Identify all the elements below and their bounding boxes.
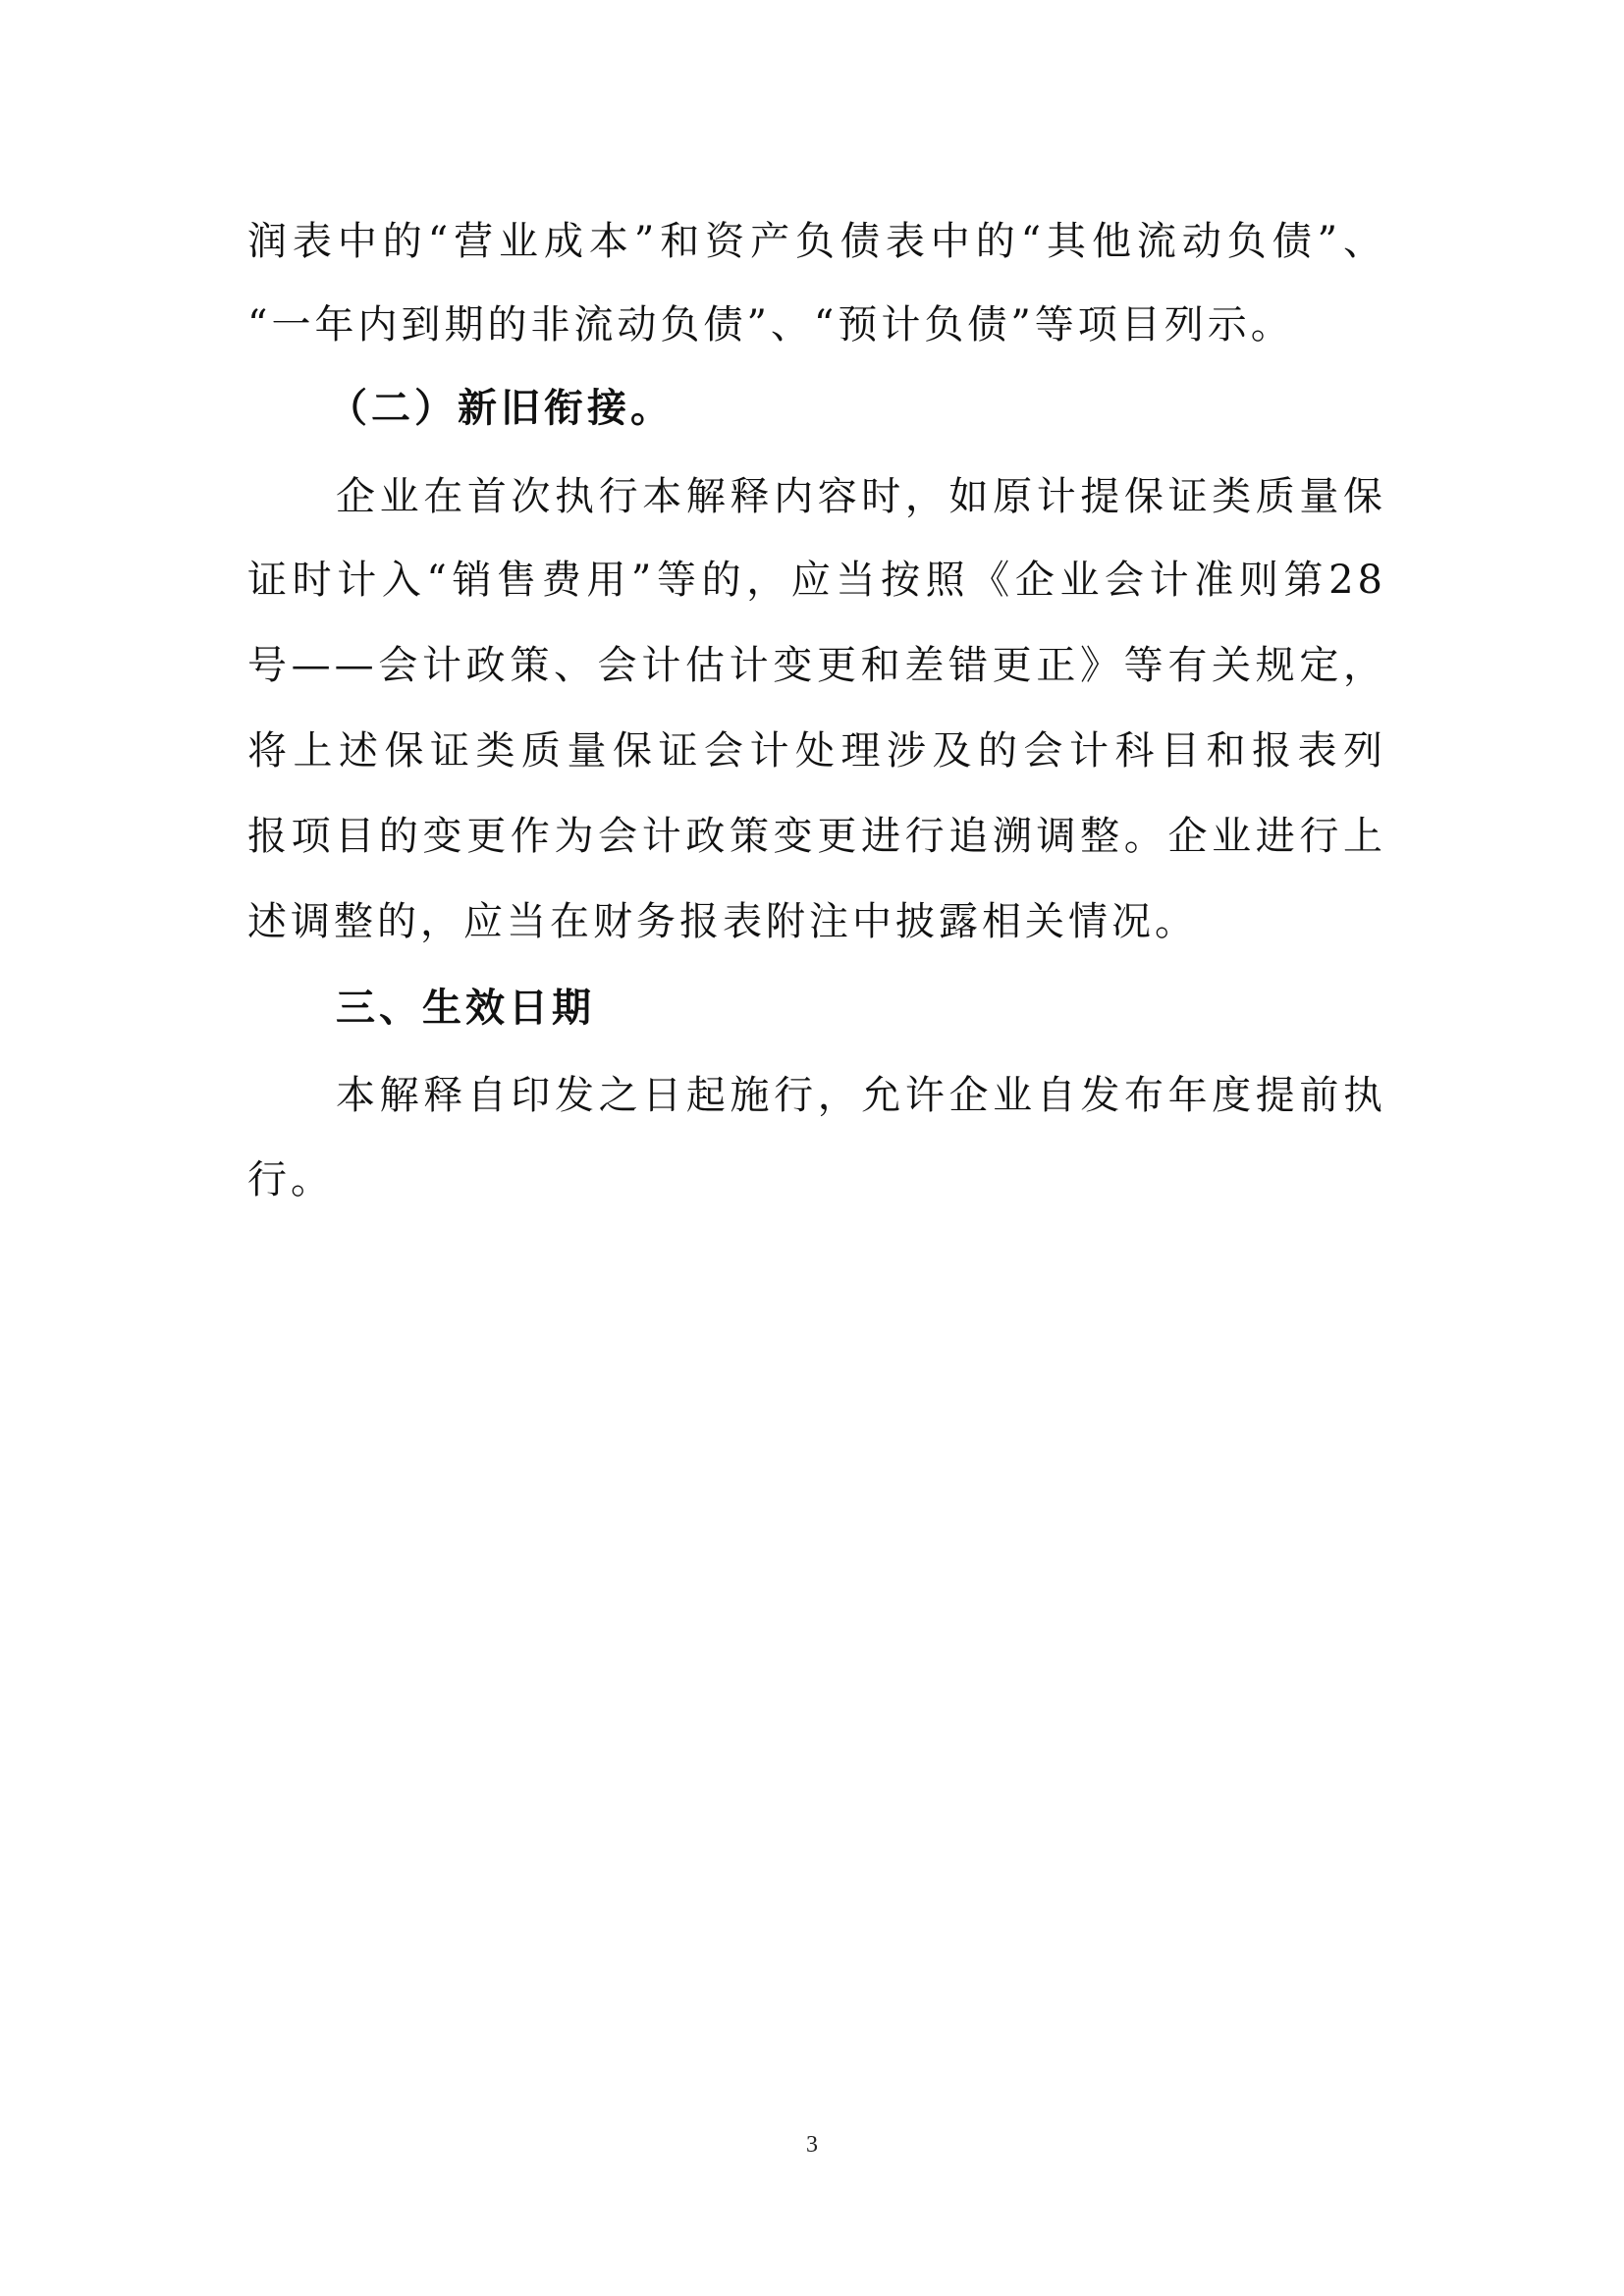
paragraph-line: 证时计入“销售费用”等的，应当按照《企业会计准则第28: [247, 558, 1386, 603]
paragraph-line: “一年内到期的非流动负债”、“预计负债”等项目列示。: [247, 302, 1294, 347]
paragraph-line: 润表中的“营业成本”和资产负债表中的“其他流动负债”、: [247, 219, 1386, 264]
paragraph-line: 述调整的，应当在财务报表附注中披露相关情况。: [247, 899, 1198, 944]
page-number: 3: [806, 2132, 818, 2158]
paragraph-line: 行。: [247, 1157, 334, 1202]
paragraph-line: 本解释自印发之日起施行，允许企业自发布年度提前执: [336, 1073, 1386, 1118]
paragraph-line: 号——会计政策、会计估计变更和差错更正》等有关规定，: [247, 643, 1386, 688]
paragraph-line: 报项目的变更作为会计政策变更进行追溯调整。企业进行上: [247, 814, 1386, 859]
section-heading: 三、生效日期: [336, 986, 595, 1031]
paragraph-line: 企业在首次执行本解释内容时，如原计提保证类质量保: [336, 474, 1386, 519]
paragraph-line: 将上述保证类质量保证会计处理涉及的会计科目和报表列: [247, 728, 1386, 774]
subsection-heading: （二）新旧衔接。: [328, 386, 674, 431]
